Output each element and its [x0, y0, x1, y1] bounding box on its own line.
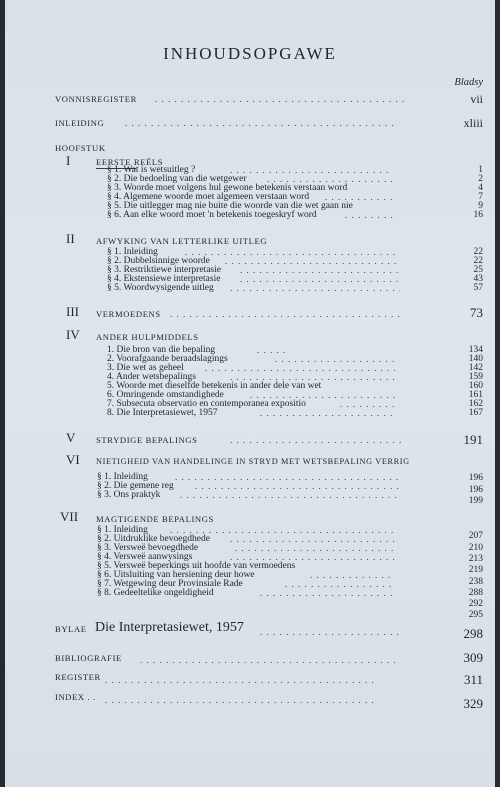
book-page [5, 0, 495, 787]
page-number: 2 [478, 174, 483, 184]
page-number: 219 [468, 565, 483, 575]
page-number: 140 [468, 354, 483, 364]
leader-dots [105, 695, 400, 705]
toc-item[interactable]: § 8. Gedeeltelike ongeldigheid [97, 588, 214, 598]
leader-dots [105, 675, 400, 685]
page-number: 22 [473, 247, 483, 257]
chapter-numeral: VII [60, 509, 79, 524]
chapter-numeral: I [66, 153, 71, 168]
page-number: 16 [473, 210, 483, 220]
chapter-numeral: II [66, 231, 75, 246]
page-number: 57 [473, 283, 483, 293]
leader-dots [260, 588, 395, 598]
page-number: 25 [473, 265, 483, 275]
toc-item[interactable]: § 4. Algemene woorde moet algemeen verstaan word [107, 192, 310, 202]
page-number: 161 [468, 390, 483, 400]
page-number: 292 [468, 599, 483, 609]
toc-item[interactable]: § 6. Aan elke woord moet 'n betekenis toegeskryf word [107, 210, 317, 220]
toc-item[interactable]: § 4. Versweë aanwysings [97, 552, 193, 562]
toc-entry-bylae[interactable]: Die Interpretasiewet, 1957 [95, 620, 244, 635]
page-number: 167 [468, 408, 483, 418]
toc-item[interactable]: § 2. Uitdruklike bevoegdhede [97, 534, 210, 544]
toc-item[interactable]: 8. Die Interpretasiewet, 1957 [107, 408, 218, 418]
page-number: 162 [468, 399, 483, 409]
toc-entry-inleiding[interactable]: INLEIDING [55, 118, 105, 128]
chapter-title[interactable]: VERMOEDENS [96, 309, 161, 319]
toc-item[interactable]: § 1. Inleiding [97, 525, 148, 535]
toc-item[interactable]: § 3. Ons praktyk [97, 490, 161, 500]
page-number: 22 [473, 256, 483, 266]
leader-dots [180, 490, 400, 500]
chapter-title[interactable]: NIETIGHEID VAN HANDELINGE IN STRYD MET WETSBEPALING VERRIG [96, 457, 410, 466]
page-number: 196 [468, 473, 483, 483]
page-number: 199 [468, 496, 483, 506]
hoofstuk-label: HOOFSTUK [55, 143, 106, 153]
chapter-title[interactable]: AFWYKING VAN LETTERLIKE UITLEG [96, 236, 268, 246]
page-number: 191 [463, 432, 483, 447]
chapter-numeral: III [66, 304, 79, 319]
toc-item[interactable]: 1. Die bron van die bepaling [107, 345, 216, 355]
chapter-numeral: VI [66, 452, 80, 467]
toc-item[interactable]: 6. Omringende omstandighede [107, 390, 224, 400]
page-number: 329 [463, 696, 483, 711]
back-matter-tag: BYLAE [55, 624, 87, 634]
toc-item[interactable]: § 5. Versweë beperkings uit hoofde van vermoedens [97, 561, 296, 571]
page-number: vii [470, 92, 483, 106]
toc-item[interactable]: 7. Subsecuta observatio en contemporanea expositio [107, 399, 306, 409]
page-number: 196 [468, 485, 483, 495]
leader-dots [260, 627, 400, 637]
toc-entry-index[interactable]: INDEX . . [55, 692, 96, 702]
toc-item[interactable]: § 6. Uitsluiting van hersiening deur howe [97, 570, 255, 580]
page-title: INHOUDSOPGAWE [163, 44, 337, 63]
leader-dots [155, 94, 405, 104]
page-number: 311 [463, 672, 483, 687]
page-number: 4 [478, 183, 483, 193]
page-number: 7 [478, 192, 483, 202]
chapter-title[interactable]: MAGTIGENDE BEPALINGS [96, 514, 214, 524]
page-number: 213 [468, 554, 483, 564]
leader-dots [230, 283, 400, 293]
page-column-header: Bladsy [454, 77, 483, 88]
page-number: 1 [478, 165, 483, 175]
page-number: 298 [463, 626, 483, 641]
toc-entry-bibliografie[interactable]: BIBLIOGRAFIE [55, 653, 122, 663]
toc-entry-vonnisregister[interactable]: VONNISREGISTER [55, 94, 137, 104]
toc-item[interactable]: § 7. Wetgewing deur Provinsiale Rade [97, 579, 243, 589]
toc-item[interactable]: § 4. Ekstensiewe interpretasie [107, 274, 221, 284]
toc-item[interactable]: 2. Voorafgaande beraadslagings [107, 354, 228, 364]
leader-dots [260, 408, 395, 418]
toc-item[interactable]: § 5. Die uitlegger mag nie buite die woorde van die wet gaan nie [107, 201, 353, 211]
toc-item[interactable]: § 3. Restriktiewe interpretasie [107, 265, 221, 275]
page-number: 9 [478, 201, 483, 211]
toc-item[interactable]: § 5. Woordwysigende uitleg [107, 283, 214, 293]
leader-dots [230, 435, 405, 445]
toc-item[interactable]: § 1. Wat is wetsuitleg ? [107, 165, 196, 175]
chapter-numeral: IV [66, 327, 80, 342]
leader-dots [125, 118, 395, 128]
toc-item[interactable]: § 3. Woorde moet volgens hul gewone betekenis verstaan word [107, 183, 348, 193]
page-number: 43 [473, 274, 483, 284]
toc-entry-register[interactable]: REGISTER [55, 672, 101, 682]
toc-item[interactable]: § 2. Die bedoeling van die wetgewer [107, 174, 247, 184]
toc-item[interactable]: § 1. Inleiding [97, 472, 148, 482]
page-number: 142 [468, 363, 483, 373]
chapter-numeral: V [66, 430, 76, 445]
toc-item[interactable]: 3. Die wet as geheel [107, 363, 184, 373]
toc-item[interactable]: § 3. Versweë bevoegdhede [97, 543, 199, 553]
page-number: 295 [468, 610, 483, 620]
page-number: xliii [463, 116, 483, 130]
toc-item[interactable]: 4. Ander wetsbepalings [107, 372, 196, 382]
page-number: 288 [468, 588, 483, 598]
page-number: 134 [468, 345, 483, 355]
leader-dots [170, 309, 400, 319]
toc-item[interactable]: 5. Woorde met dieselfde betekenis in ander dele van wet [107, 381, 322, 391]
chapter-title[interactable]: EERSTE REËLS [96, 157, 164, 167]
page-number: 160 [468, 381, 483, 391]
page-number: 207 [468, 531, 483, 541]
page-number: 238 [468, 577, 483, 587]
toc-item[interactable]: § 1. Inleiding [107, 247, 158, 257]
page-number: 159 [468, 372, 483, 382]
leader-dots [345, 210, 395, 220]
toc-item[interactable]: § 2. Die gemene reg [97, 481, 174, 491]
page-number: 73 [470, 305, 483, 320]
page-number: 210 [468, 543, 483, 553]
toc-item[interactable]: § 2. Dubbelsinnige woorde [107, 256, 210, 266]
page-number: 309 [463, 650, 483, 665]
leader-dots [140, 655, 400, 665]
chapter-title[interactable]: ANDER HULPMIDDELS [96, 332, 199, 342]
chapter-title[interactable]: STRYDIGE BEPALINGS [96, 435, 198, 445]
